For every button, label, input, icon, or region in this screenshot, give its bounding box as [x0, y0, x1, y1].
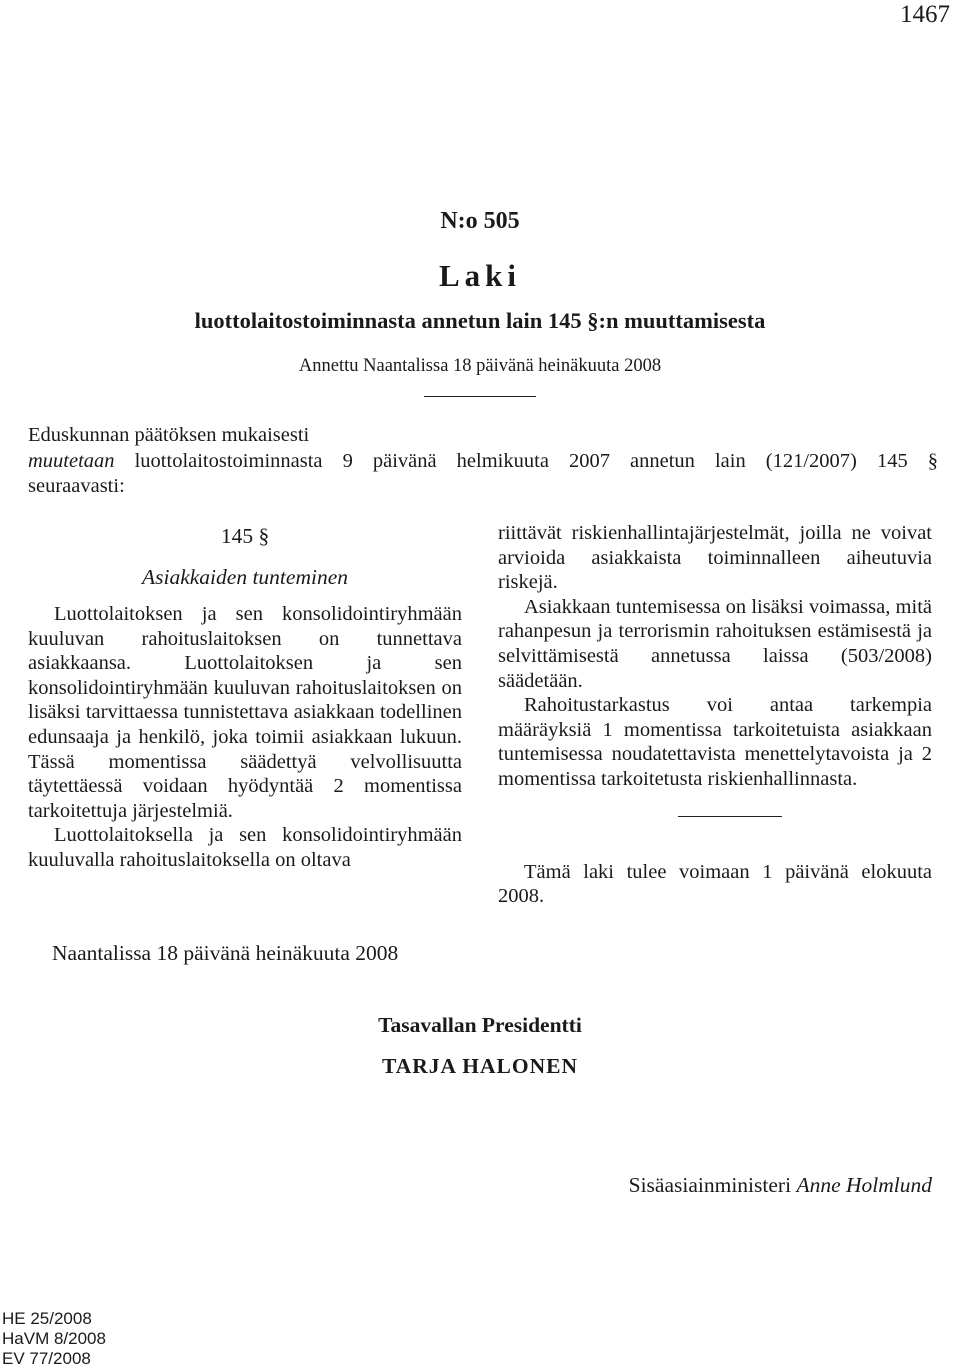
reference-he: HE 25/2008 [2, 1309, 92, 1328]
reference-ev: EV 77/2008 [2, 1349, 91, 1368]
paragraph-2-end: riittävät riskienhallintajärjestelmät, joilla ne voivat arvioida asiakkaista toiminnalleen aiheutuvia riskejä. [498, 522, 932, 594]
section-divider [678, 816, 782, 817]
minister-name: Anne Holmlund [796, 1173, 932, 1197]
title-divider [424, 396, 536, 397]
law-subtitle: luottolaitostoiminnasta annetun lain 145 §:n muuttamisesta [194, 308, 766, 333]
place-date: Naantalissa 18 päivänä heinäkuuta 2008 [52, 941, 399, 965]
preamble-line-2 [28, 449, 938, 475]
preamble-line-1: Eduskunnan päätöksen mukaisesti [28, 424, 310, 446]
preamble [28, 423, 938, 500]
given-date-line: Annettu Naantalissa 18 päivänä heinäkuuta 2008 [298, 356, 662, 376]
preamble-verb: muutetaan [28, 449, 115, 472]
paragraph-2-start: Luottolaitoksella ja sen konsolidointiryhmään kuuluvalla rahoituslaitoksella on oltava [28, 824, 462, 871]
legislative-references [2, 1309, 106, 1369]
heading-spacer [28, 592, 462, 602]
document-number: N:o 505 [440, 208, 520, 234]
minister-signature [629, 1173, 932, 1198]
preamble-line-3: seuraavasti: [28, 475, 125, 497]
right-column [498, 521, 932, 909]
section-heading: Asiakkaiden tunteminen [142, 565, 348, 589]
paragraph-4: Rahoitustarkastus voi antaa tarkempia määräyksiä 1 momentissa tarkoitetuista asiakkaan tuntemisessa noudatettavista menettelytavoista ja 2 momentissa tarkoitetusta riskienhallinnasta. [498, 694, 932, 790]
reference-havm: HaVM 8/2008 [2, 1329, 106, 1348]
law-title: Laki [438, 258, 522, 293]
page-number: 1467 [900, 1, 950, 28]
section-number: 145 § [220, 524, 270, 548]
preamble-line-2-text: luottolaitostoiminnasta 9 päivänä helmikuuta 2007 annetun lain (121/2007) 145 § [134, 449, 939, 472]
signature-title: Tasavallan Presidentti [378, 1013, 582, 1037]
signature-name: TARJA HALONEN [382, 1054, 578, 1078]
left-column [28, 521, 462, 873]
minister-role: Sisäasiainministeri [628, 1173, 792, 1197]
entry-into-force: Tämä laki tulee voimaan 1 päivänä elokuuta 2008. [498, 860, 932, 908]
paragraph-3: Asiakkaan tuntemisessa on lisäksi voimassa, mitä rahanpesun ja terrorismin rahoituksen estämisestä ja selvittämisestä annetussa laissa (503/2008) säädetään. [498, 595, 932, 692]
paragraph-1: Luottolaitoksen ja sen konsolidointiryhmään kuuluvan rahoituslaitoksen on tunnettava asiakkaansa. Luottolaitoksen ja sen konsolidointiryhmään kuuluvan rahoituslaitoksen on lisäksi tarvittaessa tunnistettava asiakkaan todellinen edunsaaja ja henkilö, joka toimii asiakkaan lukuun. Tässä momentissa säädettyä velvollisuutta täytettäessä voidaan hyödyntää 2 momentissa tarkoitettuja järjestelmiä. [28, 603, 462, 822]
